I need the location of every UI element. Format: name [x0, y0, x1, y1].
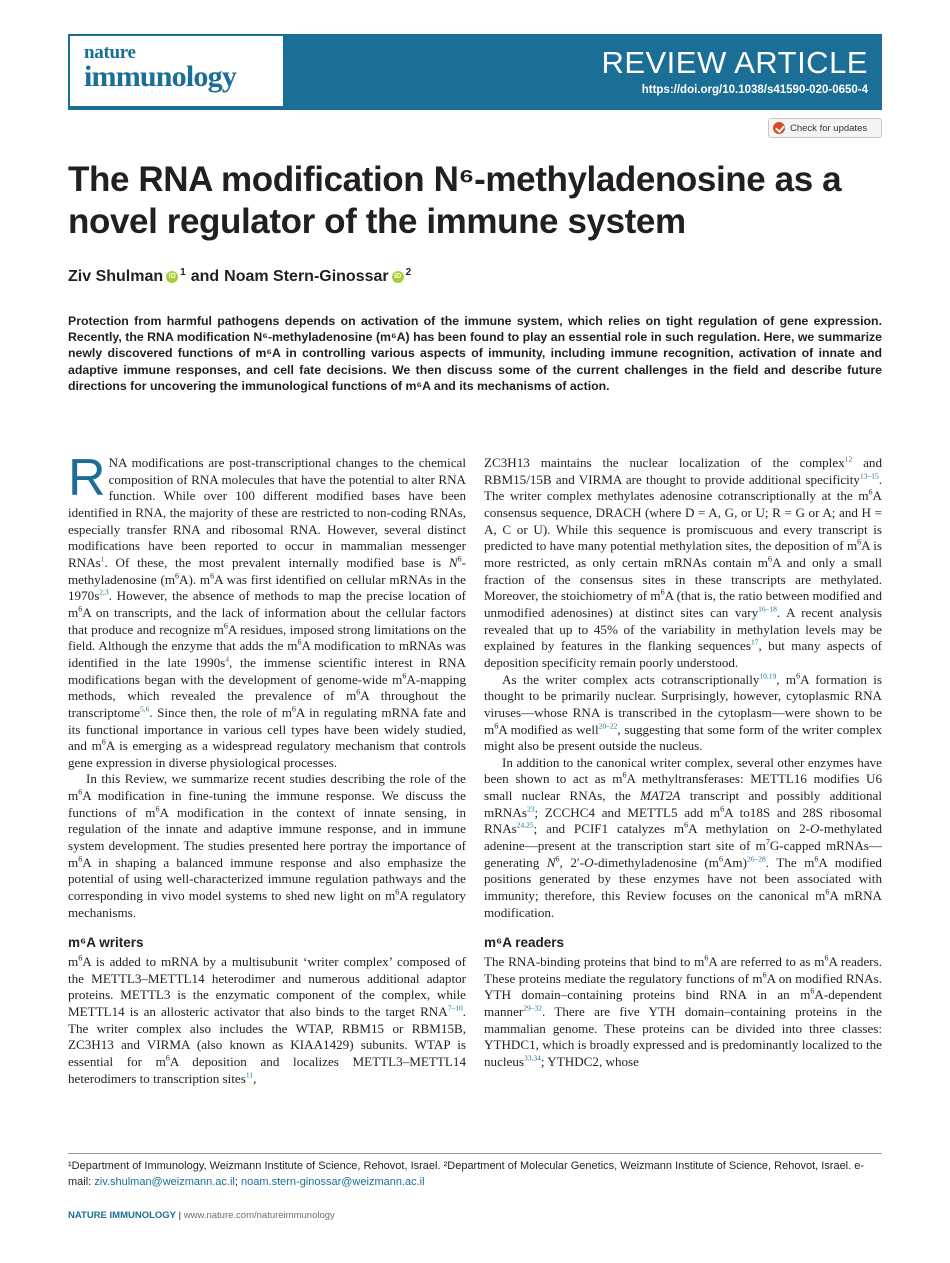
email-link[interactable]: noam.stern-ginossar@weizmann.ac.il — [241, 1175, 425, 1188]
article-title: The RNA modification N⁶-methyladenosine as a novel regulator of the immune system — [68, 160, 842, 241]
affiliations-text: ¹Department of Immunology, Weizmann Institute of Science, Rehovot, Israel. ²Department of Molecular Genetics, Weizmann Institute of Science, Rehovot, Israel. e-mail: — [68, 1160, 865, 1188]
article-type: REVIEW ARTICLE — [601, 45, 868, 80]
journal-name-line2: immunology — [84, 60, 237, 93]
footer-journal-name: NATURE IMMUNOLOGY — [68, 1210, 177, 1221]
affiliations-footnote — [68, 1159, 882, 1190]
check-for-updates-button[interactable] — [768, 118, 882, 138]
section-heading: m⁶A writers — [68, 935, 144, 951]
doi-link[interactable]: https://doi.org/10.1038/s41590-020-0650-4 — [641, 84, 868, 96]
author-name[interactable]: Ziv Shulman — [68, 268, 164, 285]
affiliation-mark: 1 — [180, 266, 186, 278]
abstract: Protection from harmful pathogens depends on activation of the immune system, which relies on tight regulation of gene expression. Recently, the RNA modification N⁶-methyladenosine (m⁶A) has been found to play an essential role in such regulation. Here, we summarize newly discovered functions of m⁶A in controlling various aspects of immunity, including immune recognition, activation of innate and adaptive immune responses, and cell fate decisions. We then discuss some of the current challenges in the field and describe future directions for uncovering the immunological functions of m⁶A and its mechanisms of action. — [68, 314, 882, 393]
body-paragraph: ZC3H13 maintains the nuclear localization of the complex$^{12}$ and RBM15/15B and VIRMA are thought to provide additional specificity$^{13-15}$. The writer complex methylates adenosine cotranscriptionally at the $m^6A$ consensus sequence, DRACH (where D = A, G, or U; R = G or A; and H = A, C or U). While this sequence is promiscuous and every transcript is predicted to have many potential methylation sites, the deposition of $m^6A$ is more restricted, as only certain mRNAs contain $m^6A$ and only a small fraction of the consensus sites in these transcripts are methylated. Moreover, the stoichiometry of $m^6A$ (that is, the ratio between modified and unmodified adenosines) at distinct sites can vary$^{16-18}$. A recent analysis revealed that up to 45% of the variability in methylation levels may be explained by features in the flanking sequences$^{17}$, but many aspects of deposition specificity remain poorly understood. — [484, 454, 883, 670]
check-updates-icon — [773, 122, 785, 134]
author-connector: and — [190, 268, 220, 285]
email-separator: ; — [234, 1175, 238, 1188]
footer-separator: | — [178, 1210, 182, 1221]
body-paragraph: The RNA-binding proteins that bind to $m^6A$ are referred to as $m^6A$ readers. These proteins mediate the regulatory functions of $m^6A$ on modified RNAs. YTH domain–containing proteins bind RNA in an $m^6A$-dependent manner$^{29-32}$. There are five YTH domain–containing proteins in the mammalian genome. These proteins can be divided into three classes: YTHDC1, which is broadly expressed and is predominantly localized to the nucleus$^{33,34}$; YTHDC2, whose — [484, 953, 883, 1069]
check-updates-label: Check for updates — [790, 122, 868, 134]
body-paragraph: RNA modifications are post-transcriptional changes to the chemical composition of RNA molecules that have the potential to alter RNA function. While over 100 different modified bases have been identified in RNA, the majority of these are restricted to non-coding RNAs, especially transfer RNA and ribosomal RNA. However, several distinct modifications have been reported to occur in mammalian messenger RNAs$^1$. Of these, the most prevalent internally modified base is $N^6$-methyladenosine $(m^6A)$. $m^6A$ was first identified on cellular mRNAs in the 1970s$^{2,3}$. However, the absence of methods to map the precise location of $m^6A$ on transcripts, and the lack of information about the cellular factors that produce and recognize $m^6A$ residues, imposed strong limitations on the field. Although the enzyme that adds the $m^6A$ modification to mRNAs was identified in the late 1990s$^4$, the immense scientific interest in RNA modifications began with the development of genome-wide $m^6A$-mapping methods, which revealed the prevalence of $m^6A$ throughout the transcriptome$^{5,6}$. Since then, the role of $m^6A$ in regulating mRNA fate and its functional importance in various cell types have been widely studied, and $m^6A$ is emerging as a widespread regulatory mechanism that controls gene expression in diverse physiological processes. — [68, 449, 467, 770]
body-paragraph: As the writer complex acts cotranscriptionally$^{10,19}$, $m^6A$ formation is thought to be primarily nuclear. Surprisingly, however, cytoplasmic RNA viruses—whose RNA is transcribed in the cytoplasm—were shown to be $m^6A$ modified as well$^{20-22}$, suggesting that some form of the writer complex might also be present outside the nucleus. — [484, 671, 883, 754]
page-footer — [68, 1210, 335, 1221]
body-column-left — [68, 449, 467, 1087]
dropcap: R — [68, 449, 106, 507]
orcid-icon[interactable]: iD — [392, 271, 404, 283]
author-name[interactable]: Noam Stern-Ginossar — [224, 268, 389, 285]
footnote-divider — [68, 1153, 882, 1154]
body-paragraph: In addition to the canonical writer complex, several other enzymes have been shown to act as $m^6A$ methyltransferases: METTL16 modifies U6 small nuclear RNAs, the MAT2A transcript and possibly additional mRNAs$^{23}$; ZCCHC4 and METTL5 add $m^6A$ to18S and 28S ribosomal RNAs$^{24,25}$; and PCIF1 catalyzes $m^6A$ methylation on 2-O-methylated adenine—present at the transcription start site of $m^7G$-capped mRNAs—generating $N^6$, 2′-O-dimethyladenosine $(m^6Am)^{26-28}$. The $m^6A$ modified positions generated by these enzymes have not been associated with immunity; therefore, this Review focuses on the canonical $m^6A$ mRNA modification. — [484, 754, 882, 920]
body-column-right — [484, 455, 882, 1071]
author-list — [68, 268, 411, 286]
footer-url-link[interactable]: www.nature.com/natureimmunology — [183, 1210, 335, 1221]
orcid-icon[interactable]: iD — [166, 271, 178, 283]
email-link[interactable]: ziv.shulman@weizmann.ac.il — [94, 1175, 235, 1188]
body-paragraph: In this Review, we summarize recent studies describing the role of the $m^6A$ modification in fine-tuning the immune response. We discuss the functions of $m^6A$ modification in the context of innate sensing, in regulation of the innate and adaptive immune response, and in immune system development. The studies presented here portray the importance of $m^6A$ in shaping a balanced immune response and also emphasize the potential of using well-characterized immune regulation pathways and the corresponding in vivo model systems to shed new light on $m^6A$ regulatory mechanisms. — [68, 771, 466, 920]
affiliation-mark: 2 — [405, 266, 412, 278]
journal-name-line1: nature — [84, 42, 136, 63]
body-paragraph: $m^6A$ is added to mRNA by a multisubunit ‘writer complex’ composed of the METTL3–METTL14 heterodimer and numerous additional adaptor proteins. METTL3 is the enzymatic component of the complex, while METTL14 is an allosteric activator that also binds to the target RNA$^{7-10}$. The writer complex also includes the WTAP, RBM15 or RBM15B, ZC3H13 and VIRMA (also known as KIAA1429) subunits. WTAP is essential for $m^6A$ deposition and localizes METTL3–METTL14 heterodimers to transcription sites$^{11}$, — [68, 953, 466, 1086]
journal-logo[interactable] — [70, 36, 283, 106]
section-heading: m⁶A readers — [484, 935, 565, 951]
